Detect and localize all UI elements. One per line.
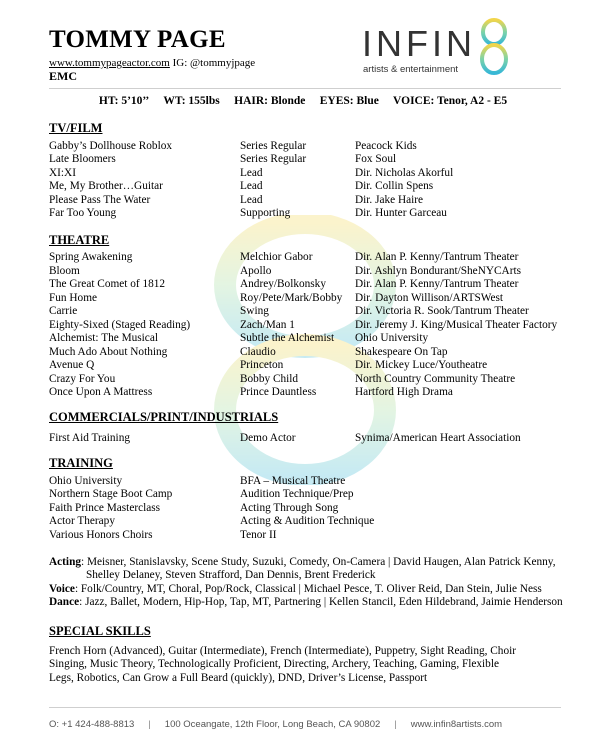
acting-detail-cont: Shelley Delaney, Steven Strafford, Dan Dennis, Brent Frederick: [86, 569, 376, 582]
credit-title: Fun Home: [49, 291, 98, 304]
contact-line: [49, 57, 255, 69]
svg-text:INFIN: INFIN: [362, 23, 476, 64]
credit-row: [49, 194, 569, 207]
credit-title: Alchemist: The Musical: [49, 332, 158, 344]
training-row: [49, 488, 569, 501]
credit-row: [49, 180, 569, 193]
stat-hair: HAIR: Blonde: [234, 95, 306, 107]
credit-row: [49, 278, 569, 291]
credit-director: Fox Soul: [355, 153, 397, 166]
footer-separator: |: [148, 719, 151, 730]
skills-line: Singing, Music Theory, Technologically Proficient, Directing, Archery, Teaching, Gaming, Flexible: [49, 658, 499, 671]
credit-role: Apollo: [240, 264, 272, 277]
credit-title: Once Upon A Mattress: [49, 386, 153, 398]
credit-role: Acting Through Song: [240, 501, 339, 514]
training-row: [49, 502, 569, 515]
footer-separator: |: [394, 719, 397, 730]
credit-role: Lead: [240, 180, 263, 193]
credit-director: Dir. Victoria R. Sook/Tantrum Theater: [355, 305, 529, 317]
credit-role: Bobby Child: [240, 372, 299, 385]
credit-role: Melchior Gabor: [240, 251, 313, 263]
header-divider: [49, 88, 561, 89]
credit-row: [49, 153, 569, 166]
section-heading-training: TRAINING: [49, 456, 113, 470]
credit-row: [49, 386, 569, 399]
credit-role: Andrey/Bolkonsky: [240, 278, 326, 290]
credit-row: [49, 432, 569, 445]
credit-row: [49, 140, 569, 153]
credit-role: Lead: [240, 166, 263, 179]
credit-role: Series Regular: [240, 140, 307, 152]
credit-row: [49, 265, 569, 278]
credit-director: Dir. Jeremy J. King/Musical Theater Factory: [355, 318, 558, 331]
credit-role: Swing: [240, 305, 269, 317]
stat-eyes: EYES: Blue: [319, 95, 379, 107]
credit-role: Audition Technique/Prep: [240, 488, 354, 501]
stat-weight: WT: 155lbs: [163, 95, 220, 107]
agency-website[interactable]: www.infin8artists.com: [410, 719, 503, 730]
credit-role: Claudio: [240, 345, 276, 358]
training-row: [49, 475, 569, 488]
credit-title: Bloom: [49, 264, 80, 277]
credit-role: Tenor II: [240, 528, 277, 541]
credit-role: Acting & Audition Technique: [240, 515, 375, 528]
training-details: [49, 556, 589, 610]
credit-director: Dir. Ashlyn Bondurant/SheNYCArts: [355, 264, 522, 277]
credit-director: Shakespeare On Tap: [355, 345, 448, 358]
credit-title: The Great Comet of 1812: [49, 278, 166, 290]
agency-phone: O: +1 424-488-8813: [49, 719, 135, 730]
credit-director: Dir. Jake Haire: [355, 193, 424, 206]
agency-address: 100 Oceangate, 12th Floor, Long Beach, CA 90802: [164, 719, 381, 730]
credit-title: Avenue Q: [49, 359, 95, 371]
credit-title: Far Too Young: [49, 207, 117, 219]
credit-role: Zach/Man 1: [240, 318, 295, 331]
footer-divider: [49, 707, 561, 708]
credit-title: Late Bloomers: [49, 153, 116, 166]
credit-title: Faith Prince Masterclass: [49, 501, 161, 514]
acting-detail: Acting: Meisner, Stanislavsky, Scene Study, Suzuki, Comedy, On-Camera | David Haugen, Alan Patrick Kenny,: [49, 556, 556, 568]
credit-row: [49, 373, 569, 386]
credit-row: [49, 359, 569, 372]
credit-row: [49, 319, 569, 332]
credit-director: Peacock Kids: [355, 140, 417, 152]
credit-row: [49, 167, 569, 180]
skills-line: Legs, Robotics, Can Grow a Full Beard (quickly), DND, Driver’s License, Passport: [49, 671, 428, 684]
credit-director: Hartford High Drama: [355, 386, 453, 398]
credit-row: [49, 207, 569, 220]
credit-title: Spring Awakening: [49, 251, 133, 263]
union-status: EMC: [49, 69, 77, 83]
section-heading-special-skills: SPECIAL SKILLS: [49, 624, 151, 638]
credit-role: BFA – Musical Theatre: [240, 475, 346, 487]
dance-detail: Dance: Jazz, Ballet, Modern, Hip-Hop, Tap, MT, Partnering | Kellen Stancil, Eden Hildebrand, Jaimie Henderson: [49, 596, 563, 609]
credit-title: Various Honors Choirs: [49, 528, 153, 541]
credit-title: Gabby’s Dollhouse Roblox: [49, 140, 173, 152]
training-row: [49, 515, 569, 528]
credit-title: Ohio University: [49, 475, 123, 487]
credit-row: [49, 305, 569, 318]
credit-title: Northern Stage Boot Camp: [49, 488, 173, 501]
credit-title: Eighty-Sixed (Staged Reading): [49, 318, 191, 331]
credit-director: Dir. Collin Spens: [355, 180, 434, 193]
stat-height: HT: 5’10’’: [98, 95, 150, 107]
credit-row: [49, 332, 569, 345]
credit-row: [49, 346, 569, 359]
credit-title: Crazy For You: [49, 372, 116, 385]
skills-line: French Horn (Advanced), Guitar (Intermediate), French (Intermediate), Puppetry, Sight Reading, Choir: [49, 645, 517, 657]
credit-role: Demo Actor: [240, 432, 296, 444]
credit-title: Actor Therapy: [49, 515, 115, 528]
section-heading-tv-film: TV/FILM: [49, 121, 103, 135]
instagram-handle: IG: @tommyjpage: [172, 57, 256, 69]
actor-name: TOMMY PAGE: [49, 26, 226, 53]
credit-director: Synima/American Heart Association: [355, 432, 521, 444]
credit-role: Prince Dauntless: [240, 386, 317, 398]
credit-director: Dir. Dayton Willison/ARTSWest: [355, 291, 504, 304]
actor-website-link[interactable]: www.tommypageactor.com: [49, 57, 170, 69]
credit-director: Dir. Hunter Garceau: [355, 207, 447, 219]
infin8-logo: [360, 12, 510, 84]
voice-detail: Voice: Folk/Country, MT, Choral, Pop/Rock, Classical | Michael Pesce, T. Oliver Reid, Dan Stein, Julie Ness: [49, 582, 542, 595]
physical-stats: [0, 95, 606, 107]
credit-row: [49, 251, 569, 264]
section-heading-commercials: COMMERCIALS/PRINT/INDUSTRIALS: [49, 410, 279, 424]
credit-director: Dir. Alan P. Kenny/Tantrum Theater: [355, 251, 519, 263]
credit-title: Carrie: [49, 305, 78, 317]
section-heading-theatre: THEATRE: [49, 233, 110, 247]
training-row: [49, 529, 569, 542]
credit-title: Much Ado About Nothing: [49, 345, 168, 358]
credit-title: First Aid Training: [49, 432, 130, 444]
credit-role: Lead: [240, 193, 263, 206]
credit-director: Ohio University: [355, 332, 429, 344]
credit-role: Series Regular: [240, 153, 307, 166]
credit-director: Dir. Mickey Luce/Youtheatre: [355, 359, 488, 371]
credit-title: Me, My Brother…Guitar: [49, 180, 163, 193]
special-skills-text: [49, 645, 589, 685]
credit-role: Princeton: [240, 359, 284, 371]
credit-role: Roy/Pete/Mark/Bobby: [240, 291, 343, 304]
credit-row: [49, 292, 569, 305]
credit-director: Dir. Alan P. Kenny/Tantrum Theater: [355, 278, 519, 290]
credit-title: Please Pass The Water: [49, 193, 151, 206]
stat-voice: VOICE: Tenor, A2 - E5: [393, 95, 508, 107]
credit-director: Dir. Nicholas Akorful: [355, 166, 454, 179]
credit-role: Supporting: [240, 207, 291, 219]
agency-footer: [49, 719, 569, 730]
credit-director: North Country Community Theatre: [355, 372, 516, 385]
credit-role: Subtle the Alchemist: [240, 332, 335, 344]
credit-title: XI:XI: [49, 166, 76, 179]
svg-text:artists & entertainment: artists & entertainment: [363, 64, 459, 75]
